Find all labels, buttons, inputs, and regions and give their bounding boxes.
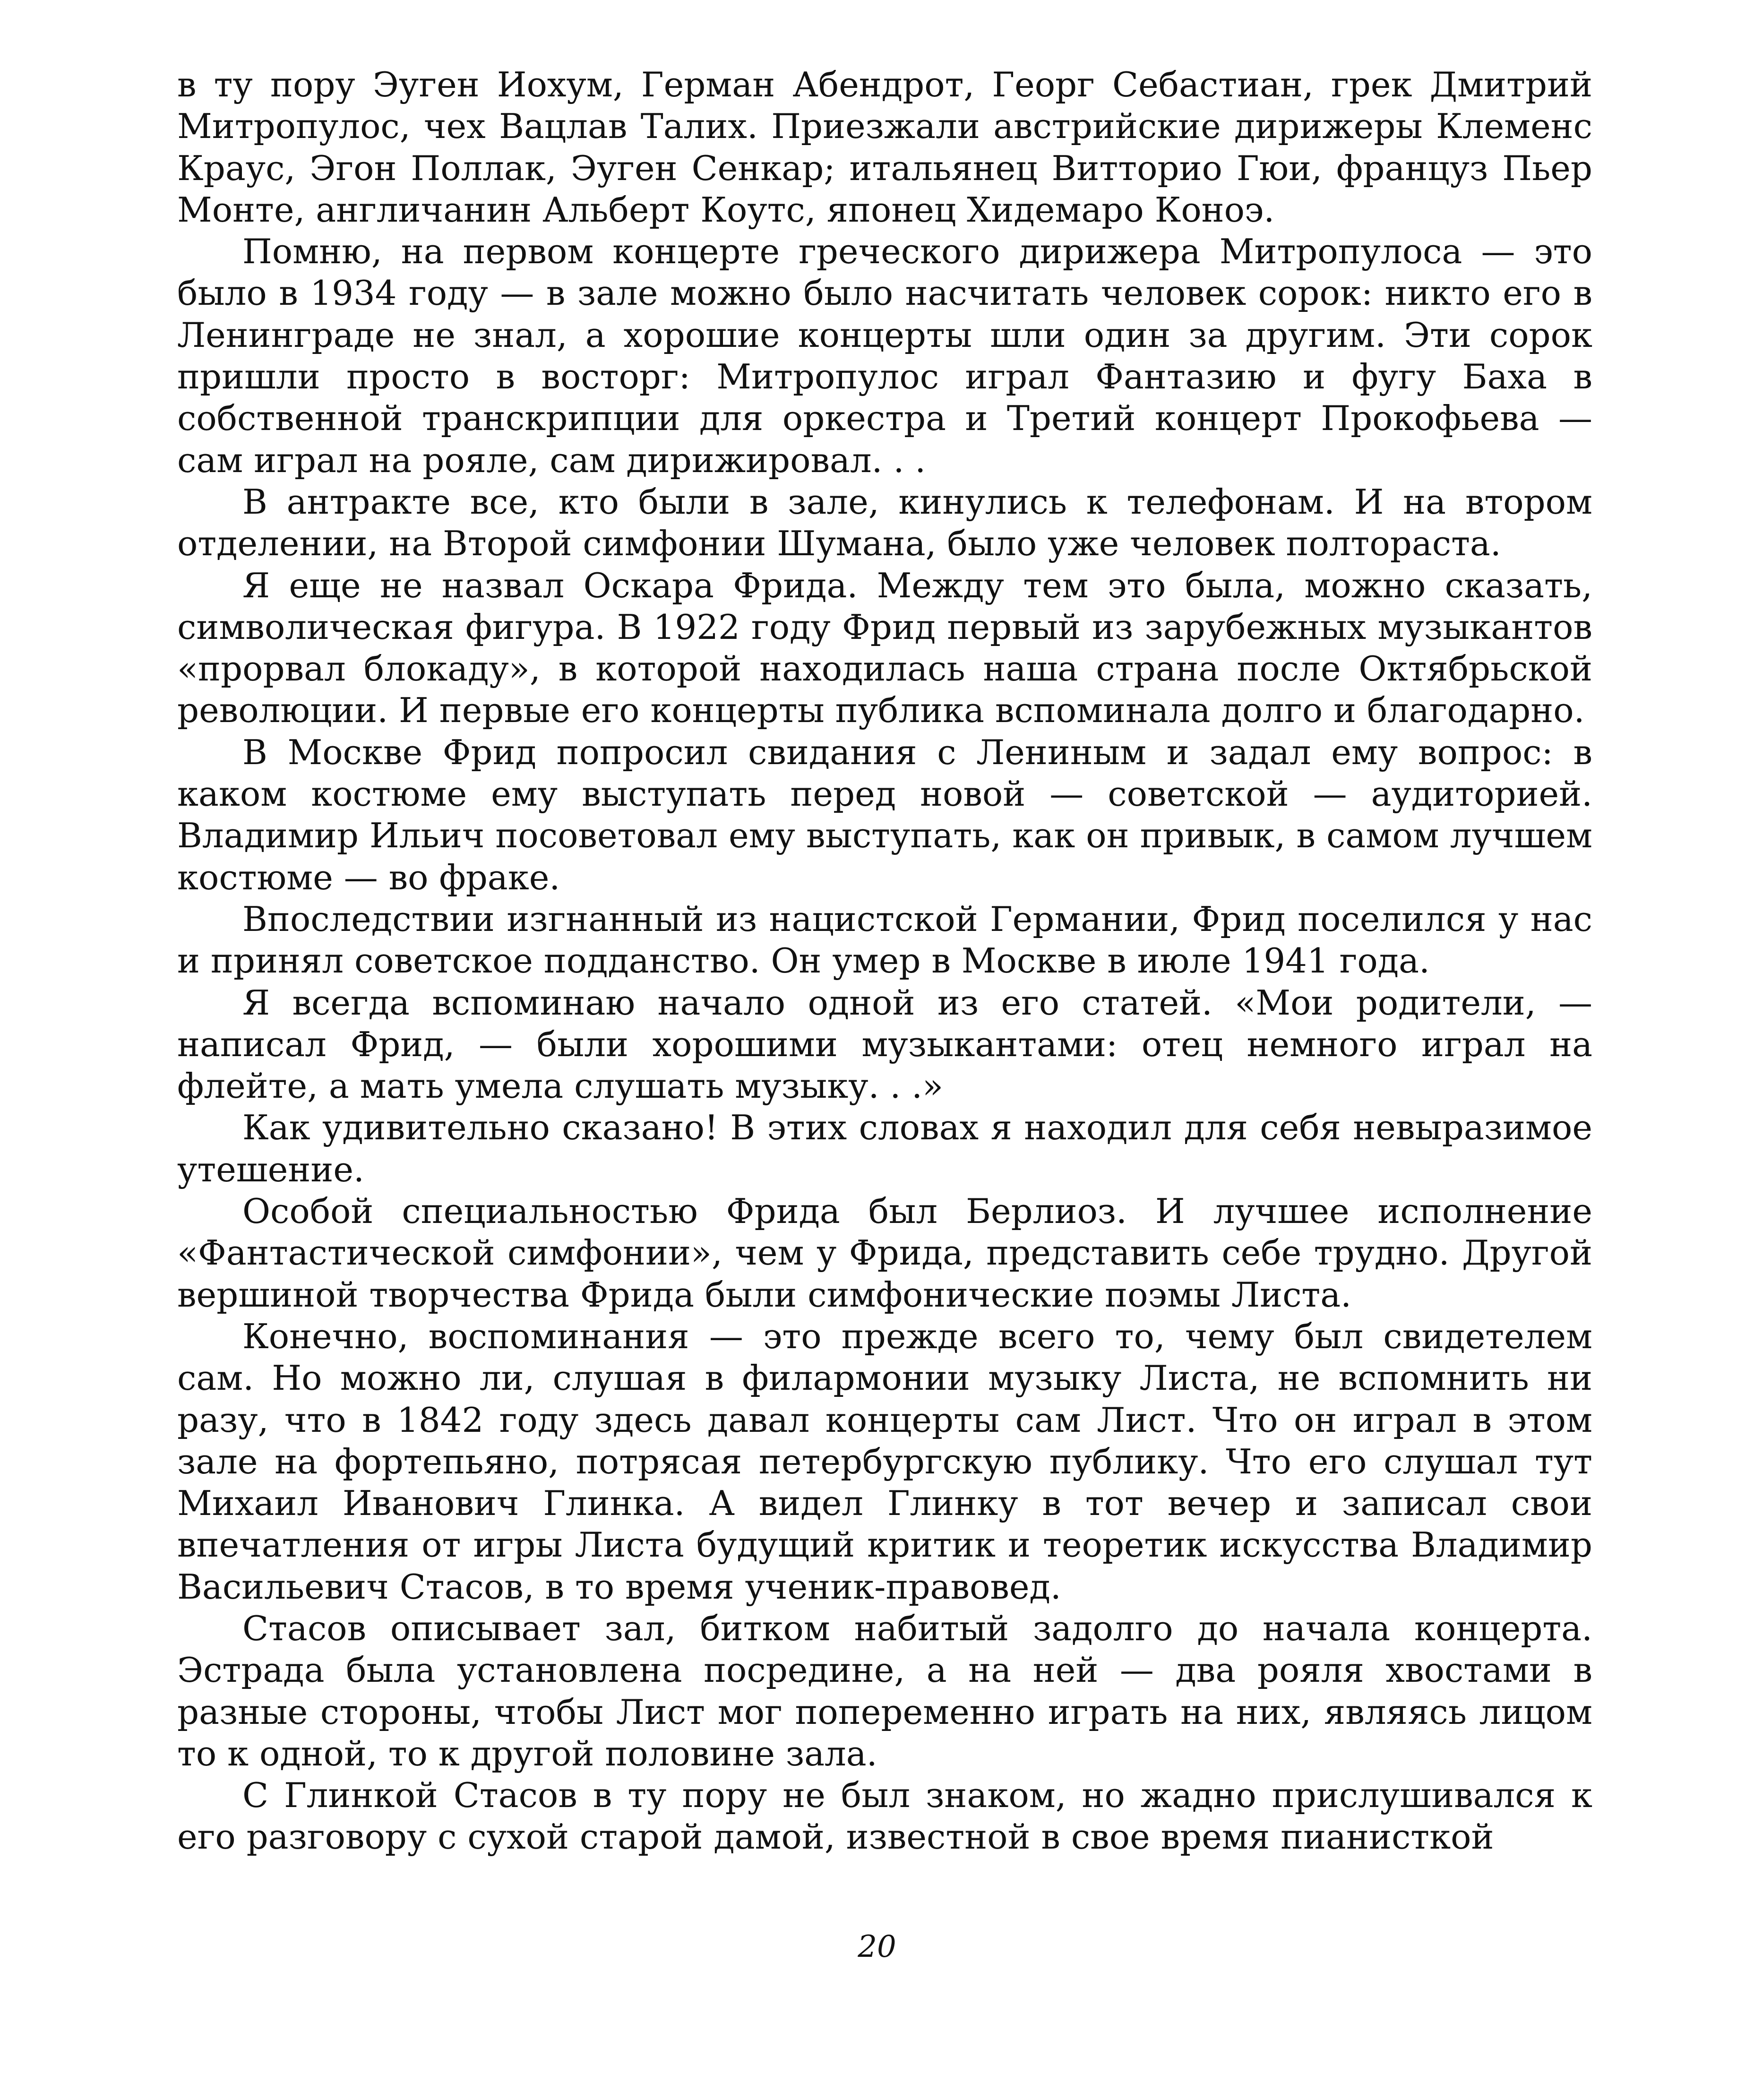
paragraph-1: в ту пору Эуген Иохум, Герман Абендрот, Георг Себастиан, грек Дмитрий Митропулос, чех Вацлав Талих. Приезжали австрийские дирижеры Клеменс Краус, Эгон Поллак, Эуген Сенкар; итальянец Витторио Гюи, француз Пьер Монте, англичанин Альберт Коутс, японец Хидемаро Коноэ. (177, 65, 1592, 230)
paragraph-12: С Глинкой Стасов в ту пору не был знаком, но жадно прислушивался к его разговору с сухой старой дамой, известной в свое время пианисткой (177, 1775, 1592, 1857)
paragraph-6: Впоследствии изгнанный из нацистской Германии, Фрид поселился у нас и принял советское подданство. Он умер в Москве в июле 1941 года. (177, 899, 1592, 981)
page-number: 20 (858, 1929, 896, 1964)
body-text (177, 64, 1592, 1858)
paragraph-5: В Москве Фрид попросил свидания с Лениным и задал ему вопрос: в каком костюме ему выступать перед новой — советской — аудиторией. Владимир Ильич посоветовал ему выступать, как он привык, в самом лучшем костюме — во фраке. (177, 732, 1592, 897)
paragraph-7: Я всегда вспоминаю начало одной из его статей. «Мои родители, — написал Фрид, — были хорошими музыкантами: отец немного играл на флейте, а мать умела слушать музыку. . .» (177, 982, 1592, 1106)
paragraph-11: Стасов описывает зал, битком набитый задолго до начала концерта. Эстрада была установлена посредине, а на ней — два рояля хвостами в разные стороны, чтобы Лист мог попеременно играть на них, являясь лицом то к одной, то к другой половине зала. (177, 1608, 1592, 1773)
paragraph-8: Как удивительно сказано! В этих словах я находил для себя невыразимое утешение. (177, 1108, 1592, 1189)
paragraph-2: Помню, на первом концерте греческого дирижера Митропулоса — это было в 1934 году — в зале можно было насчитать человек сорок: никто его в Ленинграде не знал, а хорошие концерты шли один за другим. Эти сорок пришли просто в восторг: Митропулос играл Фантазию и фугу Баха в собственной транскрипции для оркестра и Третий концерт Прокофьева — сам играл на рояле, сам дирижировал. . . (177, 232, 1592, 480)
paragraph-10: Конечно, воспоминания — это прежде всего то, чему был свидетелем сам. Но можно ли, слушая в филармонии музыку Листа, не вспомнить ни разу, что в 1842 году здесь давал концерты сам Лист. Что он играл в этом зале на фортепьяно, потрясая петербургскую публику. Что его слушал тут Михаил Иванович Глинка. А видел Глинку в тот вечер и записал свои впечатления от игры Листа будущий критик и теоретик искусства Владимир Васильевич Стасов, в то время ученик-правовед. (177, 1316, 1592, 1607)
paragraph-3: В антракте все, кто были в зале, кинулись к телефонам. И на втором отделении, на Второй симфонии Шумана, было уже человек полтораста. (177, 482, 1592, 564)
paragraph-4: Я еще не назвал Оскара Фрида. Между тем это была, можно сказать, символическая фигура. В 1922 году Фрид первый из зарубежных музыкантов «прорвал блокаду», в которой находилась наша страна после Октябрьской революции. И первые его концерты публика вспоминала долго и благодарно. (177, 565, 1592, 731)
paragraph-9: Особой специальностью Фрида был Берлиоз. И лучшее исполнение «Фантастической симфонии», чем у Фрида, представить себе трудно. Другой вершиной творчества Фрида были симфонические поэмы Листа. (177, 1191, 1592, 1315)
